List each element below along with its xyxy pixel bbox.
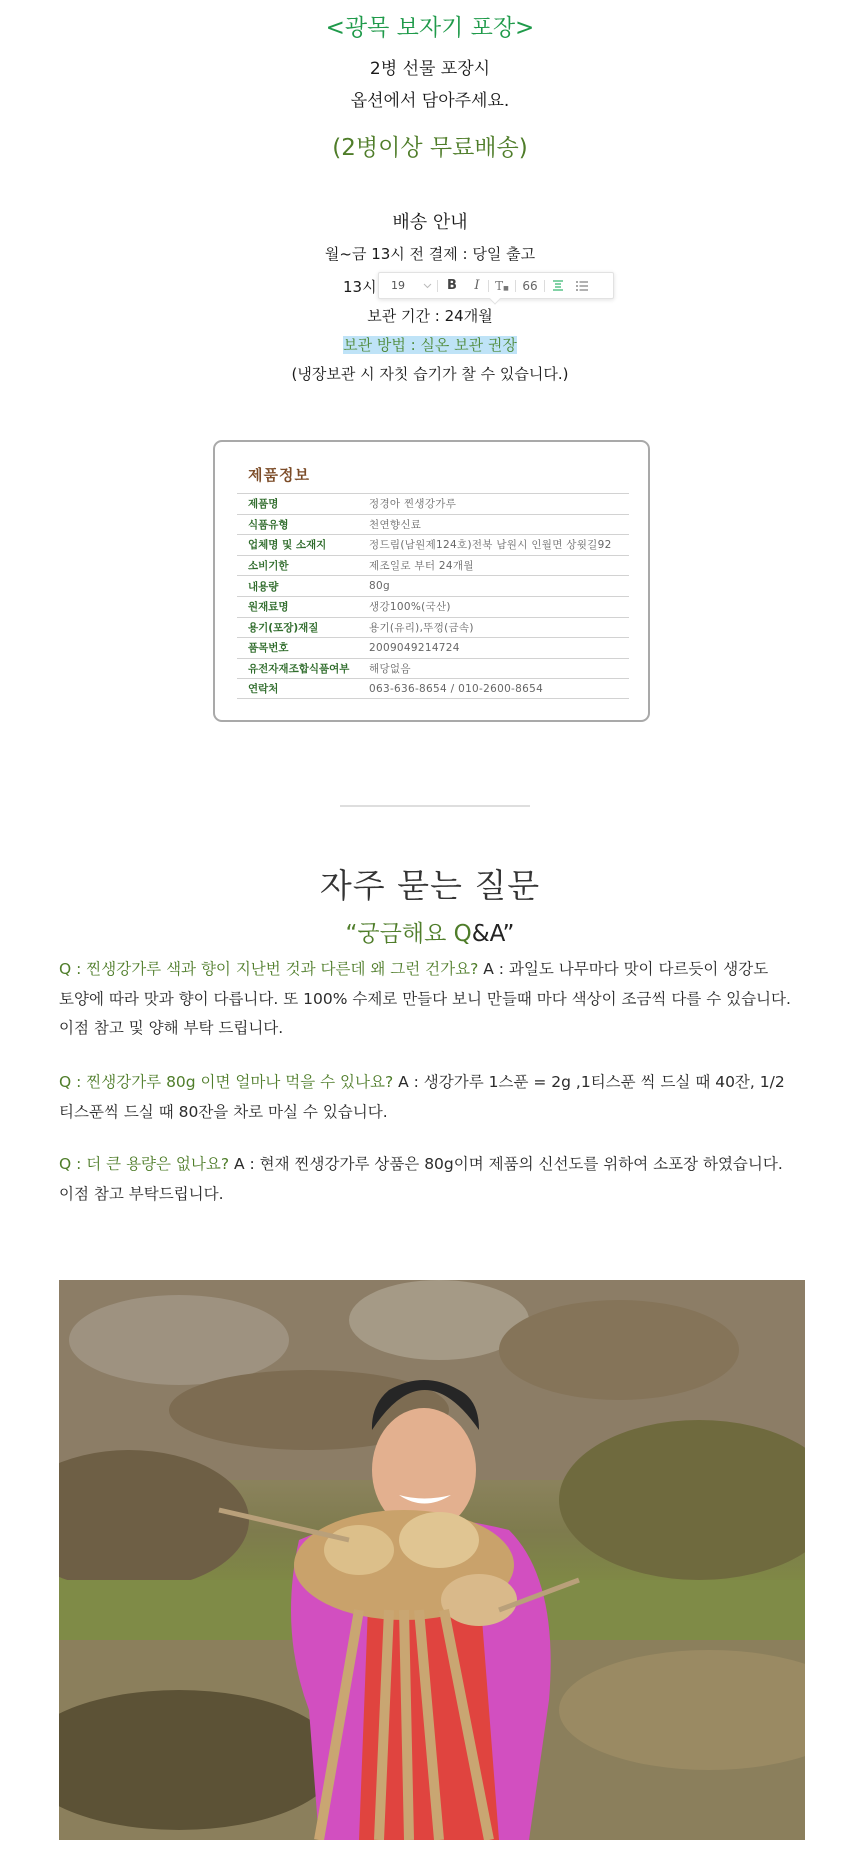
storage-method-selected-text[interactable]: 보관 방법 : 실온 보관 권장 <box>343 336 517 354</box>
free-shipping-note: (2병이상 무료배송) <box>332 135 528 161</box>
packaging-line-1: 2병 선물 포장시 <box>369 59 491 79</box>
faq-item <box>59 1150 804 1209</box>
table-row: 유전자재조합식품여부 해당없음 <box>237 658 629 679</box>
table-row: 식품유형 천연향신료 <box>237 514 629 535</box>
italic-icon[interactable]: I <box>474 278 480 293</box>
table-row: 용기(포장)재질 용기(유리),뚜껑(금속) <box>237 617 629 638</box>
text-style-icon[interactable]: T ■ <box>495 278 509 293</box>
table-row: 원재료명 생강100%(국산) <box>237 596 629 617</box>
faq-answer: A : 과일도 나무마다 맛이 다르듯이 생강도 토양에 따라 맛과 향이 다릅니다. 또 100% 수제로 만들다 보니 만들때 마다 색상이 조금씩 다를 수 있습니다. 이점 참고 및 양해 부탁 드립니다. <box>59 960 791 1037</box>
photo-illustration <box>59 1280 805 1840</box>
product-info-table <box>237 493 629 699</box>
farmer-ginger-photo <box>59 1280 805 1840</box>
shipping-heading: 배송 안내 <box>392 212 468 233</box>
font-size-select[interactable] <box>379 273 417 298</box>
table-row: 소비기한 제조일로 부터 24개월 <box>237 555 629 576</box>
faq-item <box>59 955 804 1044</box>
faq-question: Q : 찐생강가루 색과 향이 지난번 것과 다른데 왜 그런 건가요? <box>59 960 479 978</box>
product-info-title: 제품정보 <box>248 466 310 484</box>
faq-question: Q : 더 큰 용량은 없나요? <box>59 1155 230 1173</box>
storage-method-line <box>0 334 860 355</box>
table-row: 내용량 80g <box>237 575 629 596</box>
storage-note: (냉장보관 시 자칫 습기가 찰 수 있습니다.) <box>291 365 569 383</box>
shipping-line-1: 월~금 13시 전 결제 : 당일 출고 <box>324 245 536 263</box>
product-info-card <box>213 440 650 722</box>
faq-subtitle: “궁금해요 Q&A” <box>345 921 515 947</box>
faq-answer: A : 현재 찐생강가루 상품은 80g이며 제품의 신선도를 위하여 소포장 하였습니다. 이점 참고 부탁드립니다. <box>59 1155 783 1203</box>
text-format-toolbar <box>378 272 614 299</box>
bulleted-list-icon[interactable] <box>571 273 593 298</box>
chevron-down-icon[interactable] <box>417 273 437 298</box>
faq-question: Q : 찐생강가루 80g 이면 얼마나 먹을 수 있나요? <box>59 1073 394 1091</box>
table-row: 업체명 및 소재지 정드림(남원제124호)전북 남원시 인월면 상윗길92 <box>237 534 629 555</box>
faq-answer: A : 생강가루 1스푼 = 2g ,1티스푼 씩 드실 때 40잔, 1/2 티스푼씩 드실 때 80잔을 차로 마실 수 있습니다. <box>59 1073 785 1121</box>
section-divider <box>340 805 530 807</box>
table-row: 품목번호 2009049214724 <box>237 637 629 658</box>
align-center-icon[interactable] <box>545 273 571 298</box>
shipping-line-2: 13시 <box>343 278 377 296</box>
packaging-line-2: 옵션에서 담아주세요. <box>350 91 510 111</box>
table-row: 연락처 063-636-8654 / 010-2600-8654 <box>237 678 629 699</box>
faq-title: 자주 묻는 질문 <box>319 866 541 905</box>
packaging-title: <광목 보자기 포장> <box>325 15 535 41</box>
quote-icon[interactable]: 66 <box>522 278 538 293</box>
table-row: 제품명 정경아 찐생강가루 <box>237 493 629 514</box>
font-size-value: 19 <box>391 279 405 292</box>
storage-period: 보관 기간 : 24개월 <box>367 307 493 325</box>
faq-item <box>59 1068 804 1127</box>
bold-icon[interactable]: B <box>447 278 457 293</box>
